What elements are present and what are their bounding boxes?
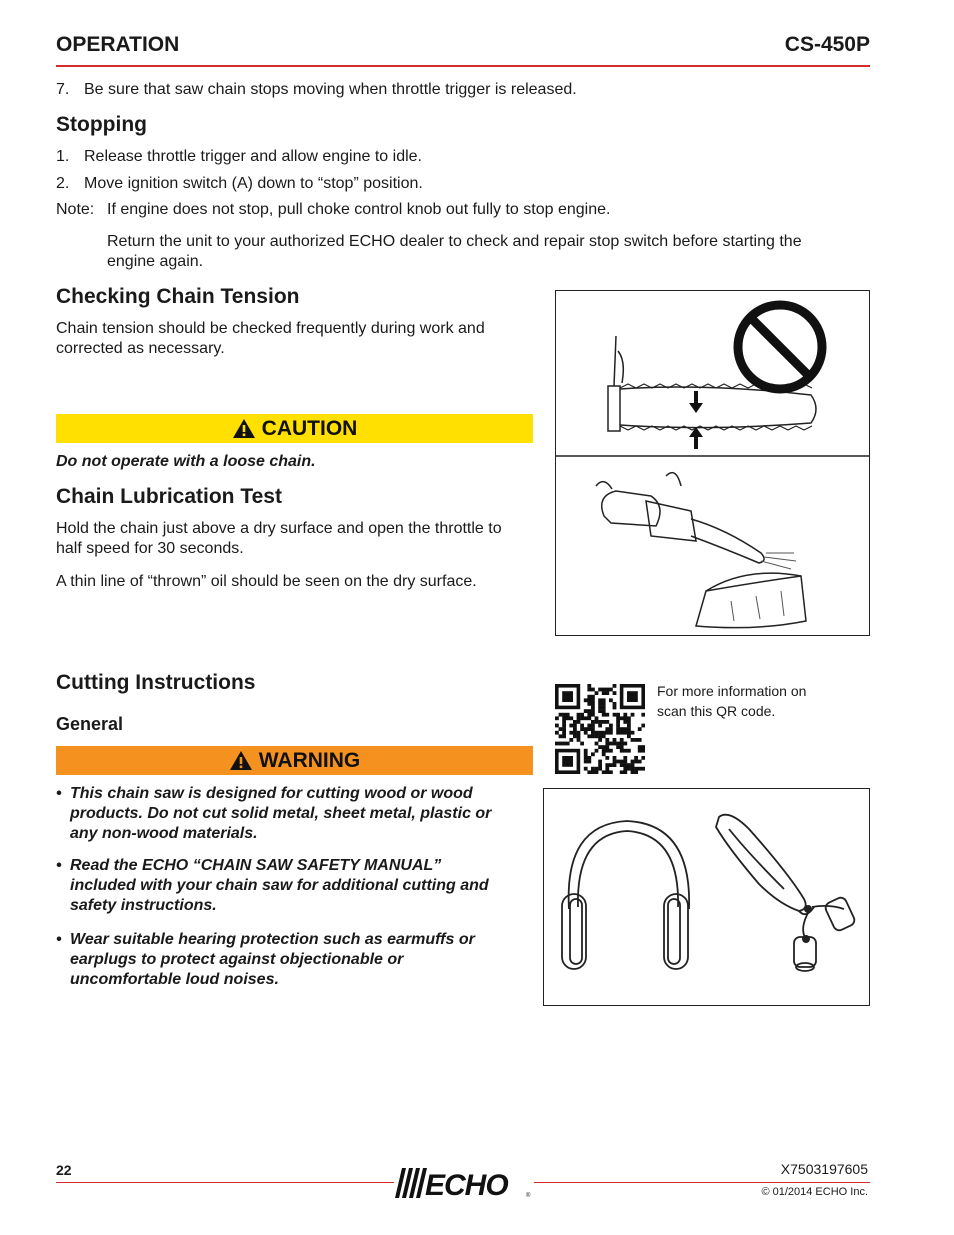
caution-banner: CAUTION: [56, 414, 533, 443]
warning-triangle-icon: [232, 418, 256, 439]
stopping-heading: Stopping: [56, 113, 147, 136]
stopping-note-line-2: engine again.: [107, 253, 204, 270]
section-title: OPERATION: [56, 33, 180, 56]
hearing-protection-figure: [543, 788, 870, 1006]
chain-tension-text-line-2: corrected as necessary.: [56, 340, 225, 357]
lubrication-text-line-3: A thin line of “thrown” oil should be seen on the dry surface.: [56, 573, 477, 590]
caution-text: Do not operate with a loose chain.: [56, 453, 316, 470]
header-rule: [56, 65, 870, 67]
warning-banner: WARNING: [56, 746, 533, 775]
qr-caption-line-1: For more information on: [657, 683, 807, 699]
page-number: 22: [56, 1162, 72, 1178]
echo-logo: [394, 1166, 534, 1200]
cutting-heading: Cutting Instructions: [56, 671, 256, 694]
copyright: © 01/2014 ECHO Inc.: [761, 1186, 868, 1198]
lubrication-text-line-2: half speed for 30 seconds.: [56, 540, 244, 557]
lubrication-text-line-1: Hold the chain just above a dry surface and open the throttle to: [56, 520, 502, 537]
general-subheading: General: [56, 714, 124, 734]
warning-triangle-icon: [229, 750, 253, 771]
stopping-note-line-1: Return the unit to your authorized ECHO dealer to check and repair stop switch before starting the: [107, 233, 802, 250]
footer-rule-right: [534, 1182, 870, 1183]
qr-code[interactable]: [555, 684, 645, 774]
qr-caption-line-2: scan this QR code.: [657, 703, 776, 719]
chain-tension-heading: Checking Chain Tension: [56, 285, 300, 308]
chain-saw-illustration: [556, 291, 869, 635]
earmuffs-earplugs-illustration: [544, 789, 869, 1005]
chain-tension-text-line-1: Chain tension should be checked frequently during work and: [56, 320, 485, 337]
svg-text:ECHO: ECHO: [425, 1169, 508, 1200]
qr-code-icon: [555, 684, 645, 774]
svg-text:®: ®: [526, 1193, 531, 1199]
part-number: X7503197605: [780, 1161, 868, 1177]
footer-rule-left: [56, 1182, 394, 1183]
lubrication-heading: Chain Lubrication Test: [56, 485, 282, 508]
chain-figure: [555, 290, 870, 636]
model-number: CS-450P: [784, 33, 870, 56]
